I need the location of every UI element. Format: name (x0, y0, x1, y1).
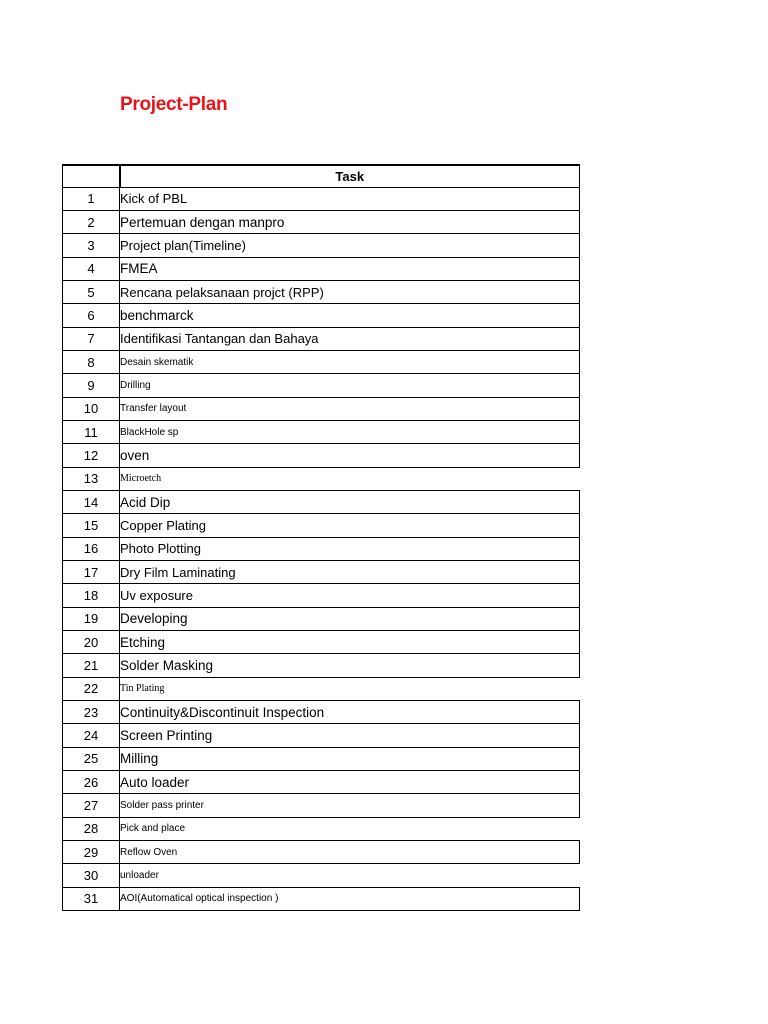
task-name: Acid Dip (120, 490, 580, 513)
table-row (63, 864, 580, 887)
table-row (63, 677, 580, 700)
task-name: Continuity&Discontinuit Inspection (120, 701, 580, 724)
task-name: Kick of PBL (120, 187, 580, 210)
task-name: Developing (120, 607, 580, 630)
table-header-row (63, 165, 580, 187)
row-number: 8 (63, 350, 120, 373)
table-row (63, 374, 580, 397)
task-name: Pick and place (120, 817, 580, 840)
task-name: Reflow Oven (120, 841, 580, 864)
row-number: 13 (63, 467, 120, 490)
task-name: unloader (120, 864, 580, 887)
row-number: 22 (63, 677, 120, 700)
table-row (63, 747, 580, 770)
task-name: Uv exposure (120, 584, 580, 607)
task-name: Rencana pelaksanaan projct (RPP) (120, 280, 580, 303)
task-name: FMEA (120, 257, 580, 280)
task-name: Copper Plating (120, 514, 580, 537)
task-name: BlackHole sp (120, 420, 580, 443)
row-number: 19 (63, 607, 120, 630)
task-name: AOI(Automatical optical inspection ) (120, 887, 580, 910)
row-number: 3 (63, 234, 120, 257)
table-row (63, 187, 580, 210)
table-row (63, 701, 580, 724)
table-row (63, 490, 580, 513)
task-name: Tin Plating (120, 677, 580, 700)
table-row (63, 327, 580, 350)
row-number: 23 (63, 701, 120, 724)
row-number: 21 (63, 654, 120, 677)
table-row (63, 724, 580, 747)
table-row (63, 771, 580, 794)
table-row (63, 654, 580, 677)
task-name: Milling (120, 747, 580, 770)
table-row (63, 234, 580, 257)
table-row (63, 631, 580, 654)
task-name: Identifikasi Tantangan dan Bahaya (120, 327, 580, 350)
row-number: 11 (63, 420, 120, 443)
row-number: 4 (63, 257, 120, 280)
row-number: 14 (63, 490, 120, 513)
task-name: Etching (120, 631, 580, 654)
row-number: 18 (63, 584, 120, 607)
table-row (63, 561, 580, 584)
table-row (63, 304, 580, 327)
project-plan-table (62, 164, 580, 911)
task-name: Drilling (120, 374, 580, 397)
task-name: Desain skematik (120, 350, 580, 373)
row-number: 10 (63, 397, 120, 420)
table-row (63, 794, 580, 817)
table-row (63, 607, 580, 630)
row-number: 6 (63, 304, 120, 327)
page-title: Project-Plan (120, 94, 228, 115)
row-number: 1 (63, 187, 120, 210)
row-number: 17 (63, 561, 120, 584)
row-number: 27 (63, 794, 120, 817)
row-number: 15 (63, 514, 120, 537)
task-column-header: Task (120, 165, 580, 187)
row-number: 16 (63, 537, 120, 560)
task-name: Project plan(Timeline) (120, 234, 580, 257)
task-name: Auto loader (120, 771, 580, 794)
table-row (63, 420, 580, 443)
table-row (63, 257, 580, 280)
task-name: Microetch (120, 467, 580, 490)
task-name: oven (120, 444, 580, 467)
row-number: 9 (63, 374, 120, 397)
table-row (63, 467, 580, 490)
row-number: 31 (63, 887, 120, 910)
row-number: 26 (63, 771, 120, 794)
row-number: 5 (63, 280, 120, 303)
table-row (63, 350, 580, 373)
table-row (63, 210, 580, 233)
task-name: Dry Film Laminating (120, 561, 580, 584)
row-number: 20 (63, 631, 120, 654)
row-number: 12 (63, 444, 120, 467)
table-row (63, 444, 580, 467)
row-number: 25 (63, 747, 120, 770)
table-row (63, 817, 580, 840)
row-number: 29 (63, 841, 120, 864)
row-number: 28 (63, 817, 120, 840)
task-name: Pertemuan dengan manpro (120, 210, 580, 233)
row-number: 30 (63, 864, 120, 887)
table-row (63, 887, 580, 910)
table-row (63, 584, 580, 607)
table-row (63, 537, 580, 560)
task-name: benchmarck (120, 304, 580, 327)
task-name: Solder pass printer (120, 794, 580, 817)
row-number: 7 (63, 327, 120, 350)
task-name: Screen Printing (120, 724, 580, 747)
table-row (63, 397, 580, 420)
table-row (63, 280, 580, 303)
task-name: Solder Masking (120, 654, 580, 677)
row-number: 2 (63, 210, 120, 233)
number-column-header (63, 165, 120, 187)
task-name: Photo Plotting (120, 537, 580, 560)
task-name: Transfer layout (120, 397, 580, 420)
table-row (63, 841, 580, 864)
table-row (63, 514, 580, 537)
row-number: 24 (63, 724, 120, 747)
